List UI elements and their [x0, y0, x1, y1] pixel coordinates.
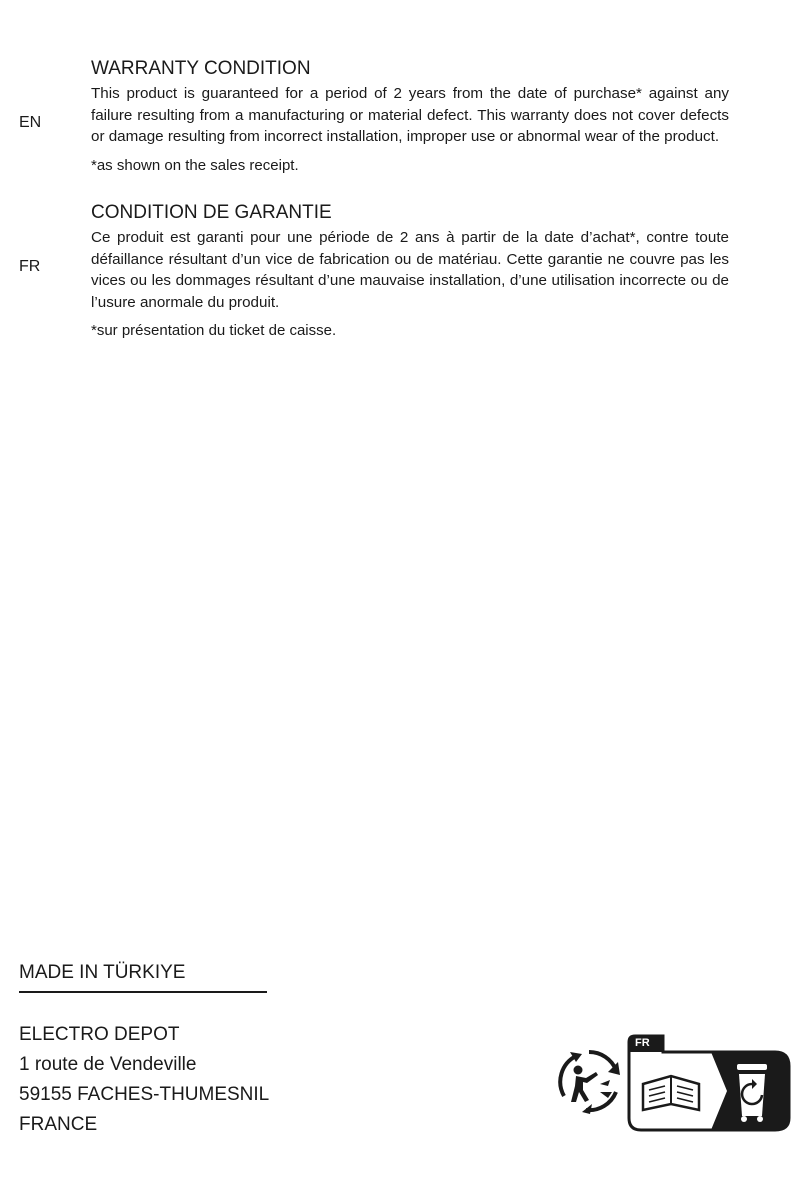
info-tri-label: [627, 1034, 791, 1132]
warranty-section-en: [91, 57, 729, 174]
info-tri-frame: [627, 1034, 791, 1132]
warranty-body-fr: Ce produit est garanti pour une période de 2 ans à partir de la date d’achat*, contre toute défaillance résultant d’un vice de fabrication ou de matériau. Cette garantie ne couvre pas les vices ou les dommages résultant d’une mauvaise installation, d’une utilisation incorrecte ou de l’usure anormale du produit.: [91, 229, 729, 311]
warranty-note-fr: *sur présentation du ticket de caisse.: [91, 322, 337, 340]
triman-recycling-icon: [556, 1048, 622, 1114]
address-city: 59155 FACHES-THUMESNIL: [19, 1084, 270, 1105]
warranty-section-fr: [91, 201, 729, 339]
warranty-body-en: This product is guaranteed for a period of 2 years from the date of purchase* against any failure resulting from a manufacturing or material defect. This warranty does not cover defects or damage resulting from incorrect installation, improper use or abnormal wear of the product.: [91, 85, 729, 146]
made-in-label: MADE IN TÜRKIYE: [19, 962, 186, 983]
lang-label-en: EN: [19, 114, 42, 131]
company-name: ELECTRO DEPOT: [19, 1024, 180, 1045]
company-address: [19, 1020, 269, 1140]
manual-booklet-icon: [643, 1076, 699, 1110]
address-street: 1 route de Vendeville: [19, 1054, 197, 1075]
divider-line: [19, 991, 267, 993]
warranty-note-en: *as shown on the sales receipt.: [91, 156, 299, 174]
address-country: FRANCE: [19, 1114, 98, 1135]
info-tri-badge: FR: [635, 1037, 650, 1049]
lang-label-fr: FR: [19, 258, 41, 275]
warranty-title-fr: CONDITION DE GARANTIE: [91, 202, 332, 223]
warranty-title-en: WARRANTY CONDITION: [91, 58, 311, 79]
